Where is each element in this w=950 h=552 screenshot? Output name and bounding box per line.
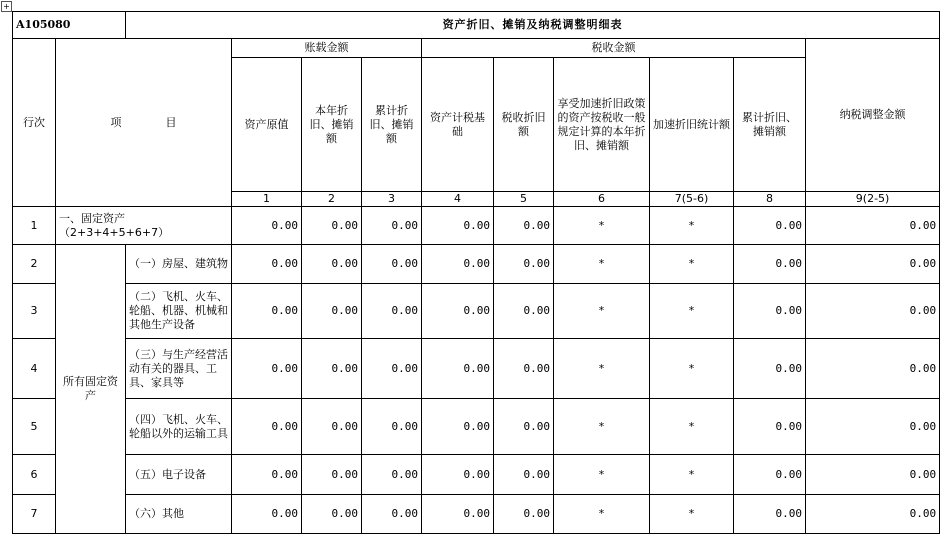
- value-cell[interactable]: 0.00: [806, 284, 940, 339]
- table-row: [13, 339, 940, 399]
- row-number: 2: [13, 245, 56, 284]
- value-cell[interactable]: 0.00: [494, 455, 554, 495]
- na-cell: *: [554, 495, 650, 534]
- header-col-8: 累计折旧、摊销额: [734, 58, 806, 192]
- form-code: A105080: [13, 12, 126, 39]
- value-cell[interactable]: 0.00: [302, 495, 362, 534]
- value-cell[interactable]: 0.00: [232, 245, 302, 284]
- value-cell[interactable]: 0.00: [302, 245, 362, 284]
- row-label: （一）房屋、建筑物: [126, 245, 232, 284]
- value-cell[interactable]: 0.00: [734, 495, 806, 534]
- row-number: 6: [13, 455, 56, 495]
- value-cell[interactable]: 0.00: [734, 399, 806, 455]
- value-cell[interactable]: 0.00: [232, 339, 302, 399]
- row-number: 1: [13, 207, 56, 245]
- na-cell: *: [650, 339, 734, 399]
- value-cell[interactable]: 0.00: [494, 284, 554, 339]
- row-label: （六）其他: [126, 495, 232, 534]
- value-cell[interactable]: 0.00: [422, 245, 494, 284]
- col-number-1: 1: [232, 192, 302, 207]
- value-cell[interactable]: 0.00: [232, 399, 302, 455]
- value-cell[interactable]: 0.00: [302, 207, 362, 245]
- table-row: [13, 455, 940, 495]
- value-cell[interactable]: 0.00: [302, 455, 362, 495]
- value-cell[interactable]: 0.00: [232, 207, 302, 245]
- value-cell[interactable]: 0.00: [302, 284, 362, 339]
- col-number-6: 6: [554, 192, 650, 207]
- col-number-7: 7(5-6): [650, 192, 734, 207]
- value-cell[interactable]: 0.00: [422, 339, 494, 399]
- header-col-9: 纳税调整金额: [806, 39, 940, 192]
- header-book-group: 账载金额: [232, 39, 422, 58]
- value-cell[interactable]: 0.00: [806, 399, 940, 455]
- header-col-5: 税收折旧额: [494, 58, 554, 192]
- value-cell[interactable]: 0.00: [494, 245, 554, 284]
- na-cell: *: [554, 455, 650, 495]
- value-cell[interactable]: 0.00: [302, 339, 362, 399]
- na-cell: *: [554, 245, 650, 284]
- na-cell: *: [554, 207, 650, 245]
- value-cell[interactable]: 0.00: [806, 207, 940, 245]
- value-cell[interactable]: 0.00: [362, 495, 422, 534]
- value-cell[interactable]: 0.00: [422, 207, 494, 245]
- value-cell[interactable]: 0.00: [734, 455, 806, 495]
- value-cell[interactable]: 0.00: [422, 455, 494, 495]
- value-cell[interactable]: 0.00: [362, 455, 422, 495]
- value-cell[interactable]: 0.00: [494, 207, 554, 245]
- table-move-handle-icon[interactable]: +: [1, 1, 12, 12]
- value-cell[interactable]: 0.00: [734, 339, 806, 399]
- na-cell: *: [650, 284, 734, 339]
- value-cell[interactable]: 0.00: [362, 339, 422, 399]
- col-number-3: 3: [362, 192, 422, 207]
- value-cell[interactable]: 0.00: [232, 284, 302, 339]
- value-cell[interactable]: 0.00: [806, 495, 940, 534]
- value-cell[interactable]: 0.00: [806, 455, 940, 495]
- value-cell[interactable]: 0.00: [494, 495, 554, 534]
- header-col-2: 本年折旧、摊销额: [302, 58, 362, 192]
- na-cell: *: [650, 495, 734, 534]
- value-cell[interactable]: 0.00: [232, 455, 302, 495]
- value-cell[interactable]: 0.00: [494, 399, 554, 455]
- header-col-1: 资产原值: [232, 58, 302, 192]
- header-row-no: 行次: [13, 39, 56, 207]
- row-number: 4: [13, 339, 56, 399]
- value-cell[interactable]: 0.00: [422, 399, 494, 455]
- row-number: 3: [13, 284, 56, 339]
- table-row: [13, 207, 940, 245]
- na-cell: *: [650, 399, 734, 455]
- value-cell[interactable]: 0.00: [362, 399, 422, 455]
- na-cell: *: [650, 455, 734, 495]
- row-label: （二）飞机、火车、轮船、机器、机械和其他生产设备: [126, 284, 232, 339]
- col-number-9: 9(2-5): [806, 192, 940, 207]
- value-cell[interactable]: 0.00: [232, 495, 302, 534]
- table-row: [13, 495, 940, 534]
- row-number: 5: [13, 399, 56, 455]
- header-col-3: 累计折旧、摊销额: [362, 58, 422, 192]
- value-cell[interactable]: 0.00: [422, 495, 494, 534]
- table-row: [13, 399, 940, 455]
- header-col-7: 加速折旧统计额: [650, 58, 734, 192]
- na-cell: *: [650, 245, 734, 284]
- value-cell[interactable]: 0.00: [362, 207, 422, 245]
- header-col-4: 资产计税基础: [422, 58, 494, 192]
- row-label: 一、固定资产（2+3+4+5+6+7）: [56, 207, 232, 245]
- col-number-8: 8: [734, 192, 806, 207]
- row-number: 7: [13, 495, 56, 534]
- value-cell[interactable]: 0.00: [806, 245, 940, 284]
- value-cell[interactable]: 0.00: [362, 245, 422, 284]
- row-label: （三）与生产经营活动有关的器具、工具、家具等: [126, 339, 232, 399]
- value-cell[interactable]: 0.00: [734, 245, 806, 284]
- table-row: [13, 284, 940, 339]
- na-cell: *: [650, 207, 734, 245]
- value-cell[interactable]: 0.00: [734, 207, 806, 245]
- na-cell: *: [554, 284, 650, 339]
- header-item: 项 目: [56, 39, 232, 207]
- row-label: （四）飞机、火车、轮船以外的运输工具: [126, 399, 232, 455]
- na-cell: *: [554, 339, 650, 399]
- value-cell[interactable]: 0.00: [734, 284, 806, 339]
- col-number-2: 2: [302, 192, 362, 207]
- header-col-6: 享受加速折旧政策的资产按税收一般规定计算的本年折旧、摊销额: [554, 58, 650, 192]
- value-cell[interactable]: 0.00: [422, 284, 494, 339]
- col-number-4: 4: [422, 192, 494, 207]
- value-cell[interactable]: 0.00: [362, 284, 422, 339]
- value-cell[interactable]: 0.00: [806, 339, 940, 399]
- group-label: 所有固定资产: [56, 245, 126, 534]
- page-title: 资产折旧、摊销及纳税调整明细表: [126, 12, 940, 39]
- col-number-5: 5: [494, 192, 554, 207]
- value-cell[interactable]: 0.00: [494, 339, 554, 399]
- depreciation-adjustment-table: [12, 11, 940, 534]
- table-row: [13, 245, 940, 284]
- value-cell[interactable]: 0.00: [302, 399, 362, 455]
- na-cell: *: [554, 399, 650, 455]
- header-tax-group: 税收金额: [422, 39, 806, 58]
- row-label: （五）电子设备: [126, 455, 232, 495]
